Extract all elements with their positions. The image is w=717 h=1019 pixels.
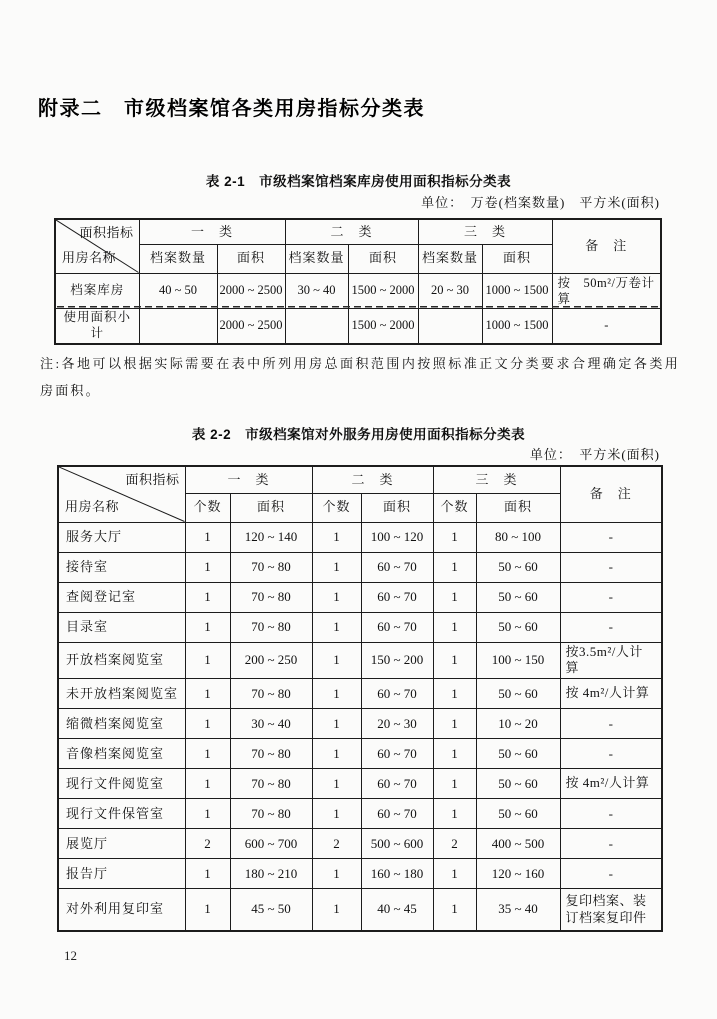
subheader-count: 个数: [185, 493, 230, 522]
subheader-count: 个数: [312, 493, 361, 522]
value-cell: 1: [185, 642, 230, 679]
table1-body: [55, 273, 661, 344]
remark-cell: -: [552, 309, 661, 344]
value-cell: 80 ~ 100: [476, 522, 560, 552]
table2-unit-label: 单位： 平方米(面积): [529, 447, 660, 462]
remark-cell: -: [560, 709, 662, 739]
table1-caption: 表 2-1 市级档案馆档案库房使用面积指标分类表: [205, 174, 512, 189]
value-cell: 50 ~ 60: [476, 739, 560, 769]
value-cell: 50 ~ 60: [476, 769, 560, 799]
value-cell: 1: [312, 769, 361, 799]
value-cell: 1: [433, 552, 476, 582]
table-row: [58, 829, 662, 859]
remark-cell: -: [560, 522, 662, 552]
table2-header: [58, 466, 662, 522]
remark-cell: 按 50m²/万卷计算: [552, 273, 661, 309]
table-header-row: [55, 219, 661, 244]
value-cell: 35 ~ 40: [476, 889, 560, 931]
value-cell: 1: [433, 679, 476, 709]
value-cell: 1: [185, 552, 230, 582]
value-cell: 1: [185, 739, 230, 769]
value-cell: 1: [185, 859, 230, 889]
remark-cell: -: [560, 612, 662, 642]
remark-cell: -: [560, 799, 662, 829]
room-name-cell: 未开放档案阅览室: [58, 679, 185, 709]
corner-top-label: 面积指标: [125, 472, 180, 487]
value-cell: 30 ~ 40: [230, 709, 312, 739]
corner-header-cell: [58, 466, 185, 522]
table1-unit-label: 单位： 万卷(档案数量) 平方米(面积): [421, 195, 660, 210]
value-cell: 160 ~ 180: [361, 859, 433, 889]
page-number: 12: [64, 948, 77, 963]
value-cell: 70 ~ 80: [230, 739, 312, 769]
value-cell: 120 ~ 140: [230, 522, 312, 552]
value-cell: 50 ~ 60: [476, 612, 560, 642]
value-cell: 1: [433, 769, 476, 799]
table-row: [58, 552, 662, 582]
value-cell: 70 ~ 80: [230, 582, 312, 612]
value-cell: 1: [185, 522, 230, 552]
value-cell: 1: [185, 889, 230, 931]
note-text: 注:各地可以根据实际需要在表中所列用房总面积范围内按照标准正文分类要求合理确定各类用房面积。: [40, 356, 680, 399]
table1-wrapper: [54, 218, 662, 345]
value-cell: 400 ~ 500: [476, 829, 560, 859]
value-cell: 1: [312, 642, 361, 679]
table1: [54, 218, 662, 345]
value-cell: 60 ~ 70: [361, 769, 433, 799]
value-cell: 1: [185, 612, 230, 642]
value-cell: 1500 ~ 2000: [348, 273, 418, 309]
value-cell: 1: [312, 612, 361, 642]
room-name-cell: 接待室: [58, 552, 185, 582]
room-name-cell: 目录室: [58, 612, 185, 642]
table-row: [58, 769, 662, 799]
value-cell: 1: [312, 552, 361, 582]
table-row: [58, 709, 662, 739]
room-name-cell: 使用面积小计: [55, 309, 139, 344]
value-cell: 50 ~ 60: [476, 552, 560, 582]
subheader-area: 面积: [476, 493, 560, 522]
value-cell: 70 ~ 80: [230, 769, 312, 799]
value-cell: 70 ~ 80: [230, 679, 312, 709]
class-3-header: 三 类: [418, 219, 552, 244]
table2-body: [58, 522, 662, 931]
value-cell: 1: [433, 642, 476, 679]
value-cell: 1: [433, 709, 476, 739]
remark-header: 备 注: [560, 466, 662, 522]
value-cell: 1: [185, 709, 230, 739]
value-cell: 150 ~ 200: [361, 642, 433, 679]
value-cell: 1500 ~ 2000: [348, 309, 418, 344]
remark-cell: 复印档案、装订档案复印件: [560, 889, 662, 931]
corner-bottom-label: 用房名称: [62, 250, 117, 266]
value-cell: 45 ~ 50: [230, 889, 312, 931]
value-cell: 1: [185, 769, 230, 799]
value-cell: 60 ~ 70: [361, 612, 433, 642]
value-cell: 1: [433, 522, 476, 552]
value-cell: 180 ~ 210: [230, 859, 312, 889]
table-row: [58, 612, 662, 642]
remark-cell: 按3.5m²/人计算: [560, 642, 662, 679]
value-cell: 1: [433, 799, 476, 829]
value-cell: 1: [185, 679, 230, 709]
value-cell: 1: [312, 739, 361, 769]
class-2-header: 二 类: [285, 219, 418, 244]
subheader-area: 面积: [230, 493, 312, 522]
value-cell: 1: [433, 859, 476, 889]
value-cell: 1: [312, 859, 361, 889]
value-cell: 60 ~ 70: [361, 552, 433, 582]
value-cell: 1: [185, 799, 230, 829]
remark-cell: -: [560, 582, 662, 612]
value-cell: 60 ~ 70: [361, 679, 433, 709]
table-row: [55, 273, 661, 309]
value-cell: 50 ~ 60: [476, 679, 560, 709]
subheader-archive-quantity: 档案数量: [285, 244, 348, 273]
table-row: [58, 582, 662, 612]
room-name-cell: 展览厅: [58, 829, 185, 859]
room-name-cell: 现行文件保管室: [58, 799, 185, 829]
value-cell: 1: [433, 739, 476, 769]
value-cell: 100 ~ 150: [476, 642, 560, 679]
room-name-cell: 现行文件阅览室: [58, 769, 185, 799]
room-name-cell: 对外利用复印室: [58, 889, 185, 931]
value-cell: 2000 ~ 2500: [217, 273, 285, 309]
value-cell: 2000 ~ 2500: [217, 309, 285, 344]
value-cell: 500 ~ 600: [361, 829, 433, 859]
value-cell: 50 ~ 60: [476, 799, 560, 829]
class-2-header: 二 类: [312, 466, 433, 493]
value-cell: 1: [433, 889, 476, 931]
table2: [57, 465, 663, 932]
room-name-cell: 档案库房: [55, 273, 139, 309]
table-header-row: [58, 466, 662, 493]
value-cell: 60 ~ 70: [361, 799, 433, 829]
subheader-archive-quantity: 档案数量: [418, 244, 482, 273]
value-cell: 30 ~ 40: [285, 273, 348, 309]
value-cell: 1: [312, 799, 361, 829]
remark-cell: -: [560, 552, 662, 582]
value-cell: [139, 309, 217, 344]
value-cell: 2: [312, 829, 361, 859]
table1-header: [55, 219, 661, 273]
room-name-cell: 缩微档案阅览室: [58, 709, 185, 739]
table-row: [58, 679, 662, 709]
value-cell: 1: [185, 582, 230, 612]
value-cell: 1: [433, 612, 476, 642]
corner-bottom-label: 用房名称: [65, 499, 120, 515]
remark-cell: -: [560, 739, 662, 769]
subheader-area: 面积: [217, 244, 285, 273]
value-cell: [285, 309, 348, 344]
value-cell: 70 ~ 80: [230, 552, 312, 582]
subheader-area: 面积: [348, 244, 418, 273]
value-cell: 1000 ~ 1500: [482, 309, 552, 344]
value-cell: 1: [312, 582, 361, 612]
subheader-archive-quantity: 档案数量: [139, 244, 217, 273]
value-cell: 70 ~ 80: [230, 799, 312, 829]
value-cell: 40 ~ 45: [361, 889, 433, 931]
remark-cell: -: [560, 859, 662, 889]
table-row: [58, 889, 662, 931]
value-cell: 1: [312, 679, 361, 709]
remark-cell: 按 4m²/人计算: [560, 769, 662, 799]
table-row: [58, 522, 662, 552]
value-cell: 100 ~ 120: [361, 522, 433, 552]
remark-cell: -: [560, 829, 662, 859]
value-cell: 600 ~ 700: [230, 829, 312, 859]
value-cell: 60 ~ 70: [361, 739, 433, 769]
value-cell: 60 ~ 70: [361, 582, 433, 612]
room-name-cell: 查阅登记室: [58, 582, 185, 612]
value-cell: 200 ~ 250: [230, 642, 312, 679]
table-row: [55, 309, 661, 344]
subheader-count: 个数: [433, 493, 476, 522]
dashed-divider: [57, 306, 659, 308]
table2-wrapper: [57, 465, 663, 932]
value-cell: 1: [433, 582, 476, 612]
value-cell: 1000 ~ 1500: [482, 273, 552, 309]
class-1-header: 一 类: [185, 466, 312, 493]
table2-caption: 表 2-2 市级档案馆对外服务用房使用面积指标分类表: [191, 427, 526, 442]
value-cell: 1: [312, 709, 361, 739]
room-name-cell: 音像档案阅览室: [58, 739, 185, 769]
value-cell: 50 ~ 60: [476, 582, 560, 612]
corner-header-cell: [55, 219, 139, 273]
remark-cell: 按 4m²/人计算: [560, 679, 662, 709]
class-3-header: 三 类: [433, 466, 560, 493]
value-cell: 2: [433, 829, 476, 859]
remark-header: 备 注: [552, 219, 661, 273]
value-cell: 40 ~ 50: [139, 273, 217, 309]
table-row: [58, 642, 662, 679]
value-cell: 1: [312, 522, 361, 552]
table-row: [58, 739, 662, 769]
table-row: [58, 799, 662, 829]
room-name-cell: 开放档案阅览室: [58, 642, 185, 679]
page-title: 附录二 市级档案馆各类用房指标分类表: [38, 98, 425, 120]
value-cell: [418, 309, 482, 344]
subheader-area: 面积: [482, 244, 552, 273]
value-cell: 1: [312, 889, 361, 931]
value-cell: 20 ~ 30: [361, 709, 433, 739]
value-cell: 120 ~ 160: [476, 859, 560, 889]
value-cell: 10 ~ 20: [476, 709, 560, 739]
class-1-header: 一 类: [139, 219, 285, 244]
room-name-cell: 报告厅: [58, 859, 185, 889]
corner-top-label: 面积指标: [79, 225, 134, 240]
value-cell: 70 ~ 80: [230, 612, 312, 642]
value-cell: 2: [185, 829, 230, 859]
room-name-cell: 服务大厅: [58, 522, 185, 552]
table-row: [58, 859, 662, 889]
value-cell: 20 ~ 30: [418, 273, 482, 309]
subheader-area: 面积: [361, 493, 433, 522]
